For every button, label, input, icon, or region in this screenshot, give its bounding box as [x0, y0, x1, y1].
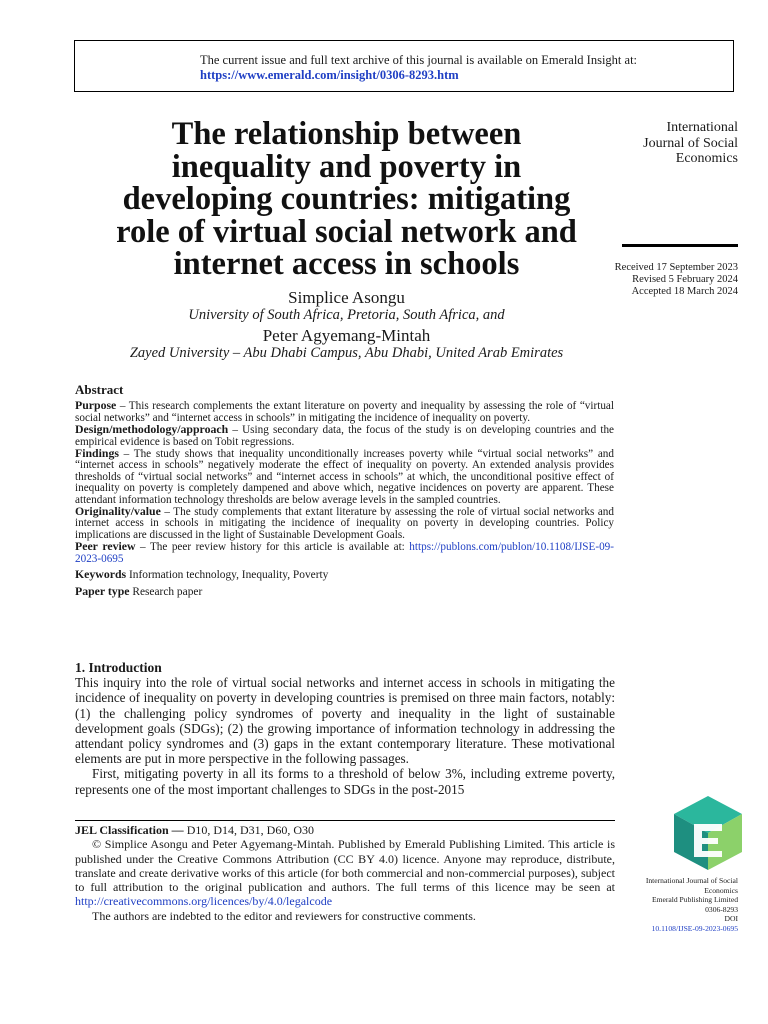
emerald-logo-icon: [672, 794, 744, 872]
abstract-findings: [75, 448, 614, 506]
license-note: [75, 837, 615, 908]
issn: 0306-8293: [705, 904, 738, 914]
author-affiliation-2: Zayed University – Abu Dhabi Campus, Abu Dhabi, United Arab Emirates: [129, 345, 564, 361]
archive-link[interactable]: https://www.emerald.com/insight/0306-8293.htm: [200, 68, 459, 82]
originality-label: Originality/value: [75, 504, 161, 519]
abstract-section: [75, 384, 614, 598]
title-line: internet access in schools: [173, 246, 520, 282]
title-line: developing countries: mitigating: [122, 181, 571, 217]
doi-label: DOI: [724, 914, 738, 924]
title-line: inequality and poverty in: [171, 148, 522, 185]
pub-journal-line-2: Economics: [704, 885, 738, 895]
abstract-originality: [75, 506, 614, 541]
jel-codes: D10, D14, D31, D60, O30: [183, 823, 315, 837]
license-link[interactable]: http://creativecommons.org/licences/by/4.0/legalcode: [75, 894, 333, 909]
introduction-paragraph-2: First, mitigating poverty in all its forms to a threshold of below 3%, including extreme poverty, represents one of the most important challenges to SDGs in the post-2015: [75, 766, 615, 797]
acknowledgement: The authors are indebted to the editor and reviewers for constructive comments.: [92, 908, 476, 923]
publisher-name: Emerald Publishing Limited: [651, 895, 738, 905]
author-name-2: Peter Agyemang-Mintah: [262, 326, 431, 345]
introduction-section: [75, 660, 615, 797]
findings-text: – The study shows that inequality unconditionally increases poverty while “virtual social networks” and “internet access in schools” negatively moderate the effect of inequality on poverty. An extended analysis provides thresholds of “virtual social networks” and “internet access in schools” at which, the unconditional positive effect of inequality on poverty is completely dampened and above which, negative incidences on poverty are apparent. These attendant information technology thresholds are below average levels in the sampled countries.: [75, 448, 614, 506]
abstract-peer-review: [75, 541, 614, 565]
doi-line: [590, 914, 738, 933]
paper-type-label: Paper type: [75, 583, 130, 598]
journal-name-line: Journal of Social: [643, 135, 738, 151]
paper-type: [75, 583, 614, 598]
author-affiliation-1: University of South Africa, Pretoria, South Africa, and: [188, 307, 505, 323]
jel-label: JEL Classification —: [75, 823, 184, 837]
title-line: The relationship between: [171, 116, 522, 152]
originality-text: – The study complements that extant literature by assessing the role of virtual social networks and internet access in schools in mitigating the incidence of inequality on poverty in developing countries. Policy implications are discussed in the light of Sustainable Development Goals.: [75, 506, 614, 541]
license-text: © Simplice Asongu and Peter Agyemang-Mintah. Published by Emerald Publishing Limited. This article is published under the Creative Commons Attribution (CC BY 4.0) licence. Anyone may reproduce, distribute, translate and create derivative works of this article (for both commercial and non-commercial purposes), subject to full attribution to the original publication and authors. The full terms of this licence may be seen at: [75, 837, 615, 895]
article-title: [74, 118, 619, 281]
jel-classification: [75, 823, 615, 837]
footnotes: [75, 823, 615, 923]
abstract-purpose: [75, 400, 614, 424]
doi-link[interactable]: 10.1108/IJSE-09-2023-0695: [651, 923, 738, 933]
introduction-heading: 1. Introduction: [75, 660, 162, 675]
journal-name-line: Economics: [675, 151, 738, 166]
archive-text: The current issue and full text archive of this journal is available on Emerald Insight at:: [200, 53, 638, 67]
accepted-date: Accepted 18 March 2024: [631, 286, 738, 297]
purpose-label: Purpose: [75, 398, 117, 413]
findings-label: Findings: [75, 446, 119, 461]
abstract-heading: Abstract: [75, 382, 124, 397]
keywords-text: Information technology, Inequality, Poverty: [126, 569, 329, 582]
footnote-divider: [75, 820, 615, 821]
logo-e-mark: [694, 824, 722, 857]
journal-archive-notice: [74, 40, 734, 92]
design-text: – Using secondary data, the focus of the study is on developing countries and the empirical evidence is based on Tobit regressions.: [75, 424, 614, 448]
revised-date: Revised 5 February 2024: [632, 274, 738, 285]
introduction-paragraph-1: This inquiry into the role of virtual social networks and internet access in schools in mitigating the incidence of inequality on poverty in developing countries is premised on three main factors, notably: (1) the challenging policy syndromes of poverty and inequality in the light of sustainable development goals (SDGs); (2) the growing importance of information technology in addressing the attendant policy syndromes and (3) gaps in the extant contemporary literature. These motivational elements are put in more perspective in the following passages.: [75, 675, 615, 767]
author-name-1: Simplice Asongu: [288, 288, 405, 307]
abstract-design: [75, 424, 614, 448]
peer-review-label: Peer review: [75, 539, 136, 554]
publication-info: [590, 876, 738, 934]
journal-divider: [622, 244, 738, 247]
paper-type-text: Research paper: [129, 585, 203, 598]
pub-journal-line-1: International Journal of Social: [645, 876, 738, 885]
keywords: [75, 569, 614, 581]
journal-name: [600, 120, 738, 167]
title-line: role of virtual social network and: [116, 213, 577, 250]
design-label: Design/methodology/approach: [75, 422, 229, 437]
keywords-label: Keywords: [75, 567, 127, 582]
peer-review-link[interactable]: https://publons.com/publon/10.1108/IJSE-09-2023-0695: [75, 541, 614, 565]
peer-review-text: – The peer review history for this article is available at:: [135, 541, 410, 554]
received-date: Received 17 September 2023: [614, 262, 738, 273]
purpose-text: – This research complements the extant literature on poverty and inequality by assessing the role of “virtual social networks” and “internet access in schools” in mitigating the incidence of inequality on poverty.: [75, 400, 614, 424]
journal-name-line: International: [666, 120, 738, 135]
